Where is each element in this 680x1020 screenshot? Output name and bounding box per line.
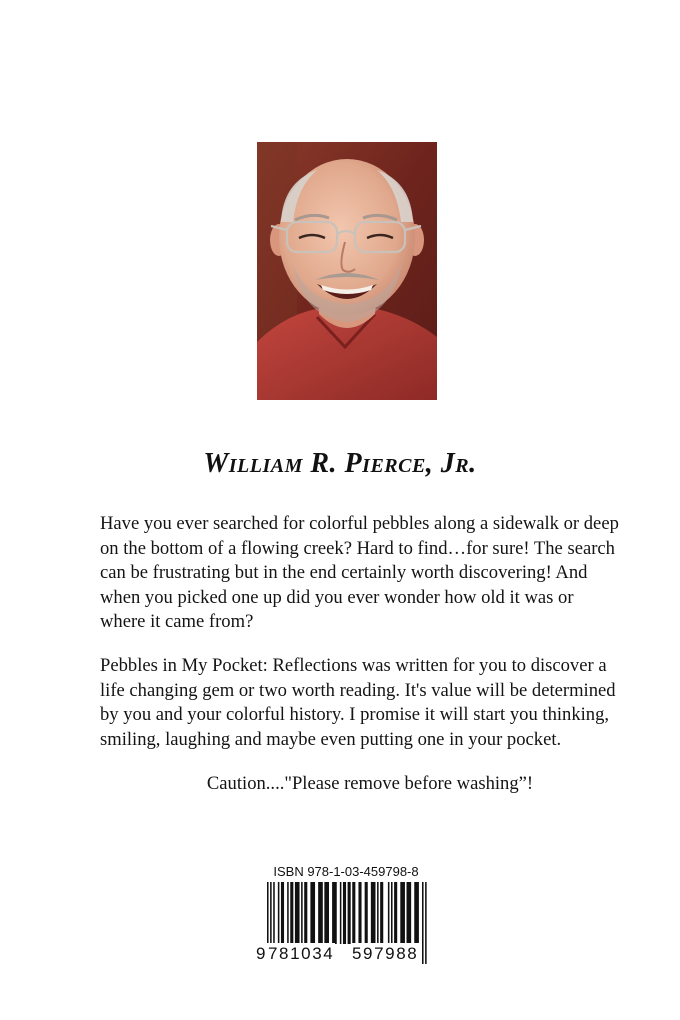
author-portrait-image (257, 142, 437, 400)
blurb-paragraph-1 (100, 512, 620, 635)
barcode-digit-group-2: 597988 (352, 944, 419, 963)
barcode-bar (304, 882, 307, 944)
barcode-bar (380, 882, 383, 944)
barcode-bar (352, 882, 355, 944)
author-photo (257, 142, 437, 400)
barcode-digit-group-1: 781034 (268, 944, 335, 963)
barcode-bar (290, 882, 293, 944)
barcode-bar (394, 882, 397, 944)
barcode-bar (301, 882, 303, 944)
barcode-bar (343, 882, 346, 944)
barcode-bar (407, 882, 412, 944)
barcode-digits (255, 943, 439, 969)
barcode-bar (278, 882, 280, 944)
barcode-bar (371, 882, 376, 944)
barcode-bar (348, 882, 351, 944)
barcode-bar (358, 882, 361, 944)
barcode-bar (281, 882, 284, 944)
barcode-bar (414, 882, 419, 944)
barcode-bar (273, 882, 275, 944)
barcode-bar (400, 882, 405, 944)
blurb-paragraph-2-text: Pebbles in My Pocket: Reflections was written for you to discover a life changing gem or two worth reading. It's value will be determined by you and your colorful history. I promise it will start you thinking, smiling, laughing and maybe even putting one in your pocket. (100, 655, 616, 750)
barcode-bar (365, 882, 368, 944)
caution-line: Caution...."Please remove before washing”! (206, 773, 534, 794)
blurb-paragraph-2 (100, 654, 620, 752)
author-name: William R. Pierce, Jr. (203, 448, 477, 479)
barcode-bar (377, 882, 379, 944)
barcode-digit-first: 9 (256, 944, 266, 963)
barcode-bar (295, 882, 300, 944)
barcode-bar (318, 882, 323, 944)
barcode-bar (340, 882, 342, 944)
barcode-bar (287, 882, 289, 944)
isbn-label: ISBN 978-1-03-459798-8 (273, 864, 419, 879)
blurb-paragraph-1-text: Have you ever searched for colorful pebbles along a sidewalk or deep on the bottom of a flowing creek? Hard to find…for sure! The search can be frustrating but in the end certainly worth discovering! And when you picked one up did you ever wonder how old it was or where it came from? (100, 513, 619, 632)
barcode-bar (324, 882, 329, 944)
barcode-bar (310, 882, 315, 944)
barcode-bar (332, 882, 337, 944)
